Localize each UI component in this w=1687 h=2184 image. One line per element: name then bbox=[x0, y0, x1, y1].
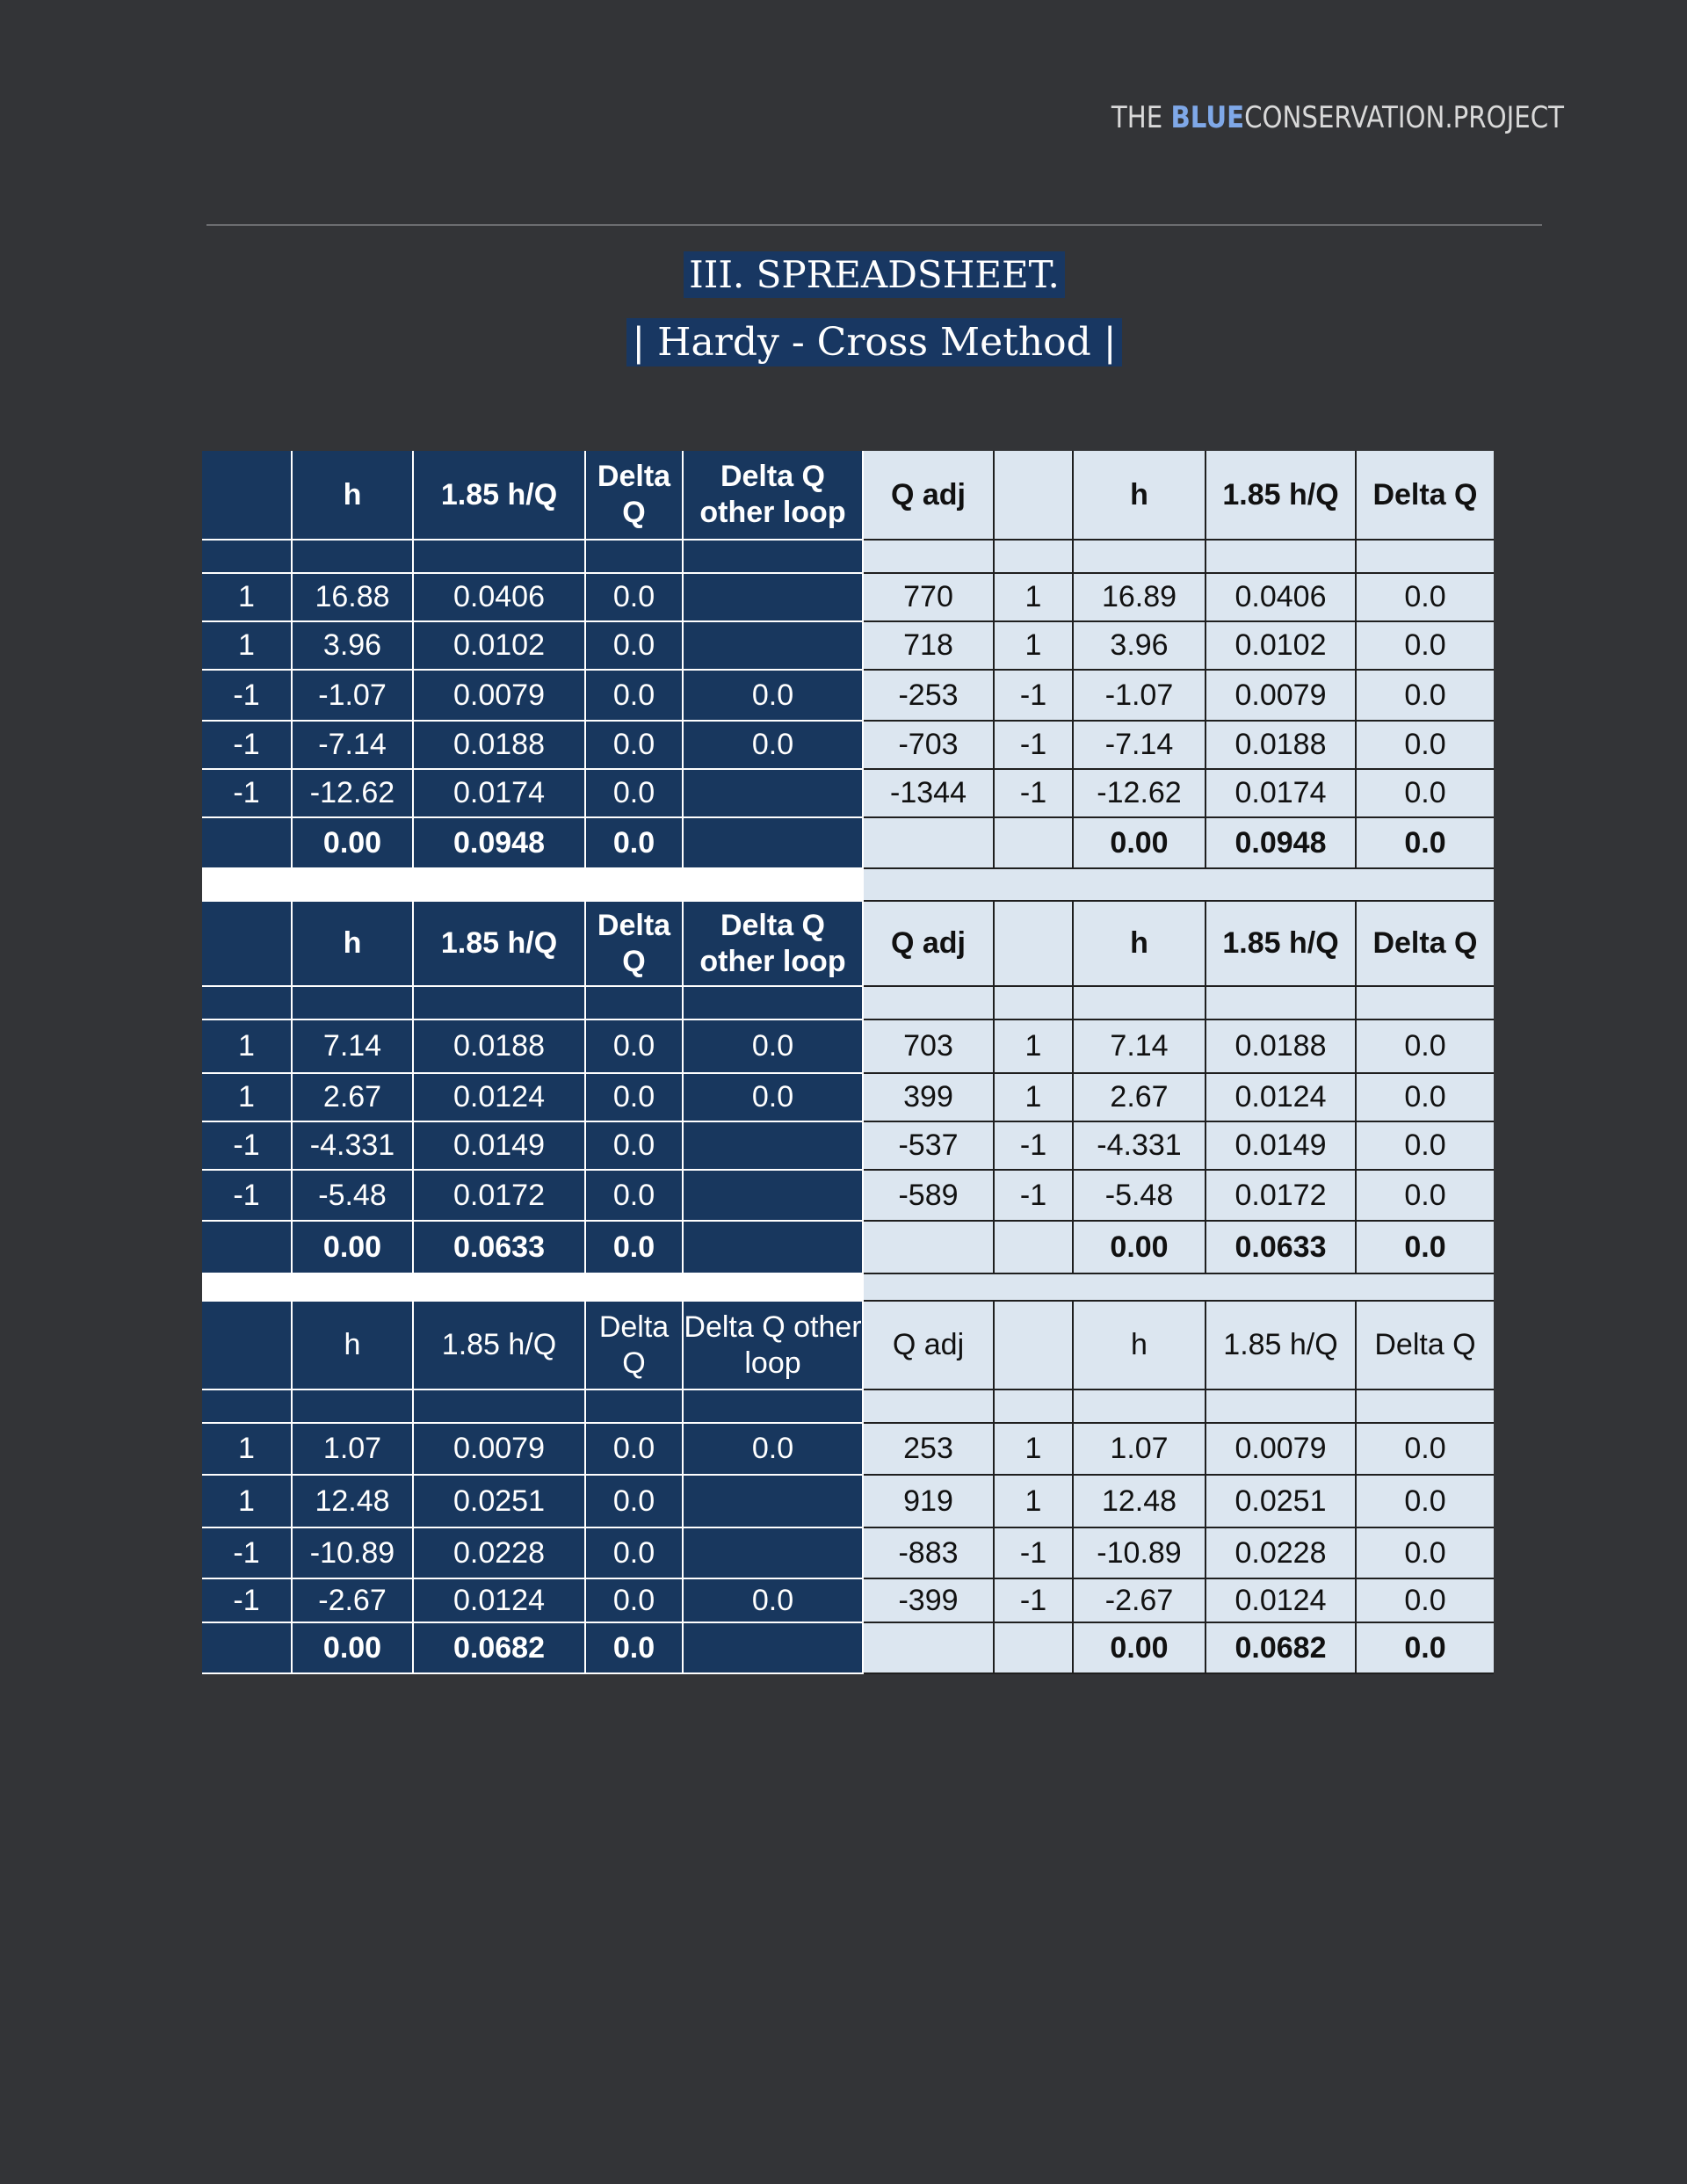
header-hq: 1.85 h/Q bbox=[414, 451, 586, 541]
total-sign bbox=[202, 1623, 293, 1674]
page-title: III. SPREADSHEET. bbox=[0, 253, 1687, 296]
cell-h: -1.07 bbox=[293, 671, 414, 722]
cell-h: -5.48 bbox=[293, 1171, 414, 1222]
header-hq2: 1.85 h/Q bbox=[1206, 1302, 1357, 1390]
header-dq2: Delta Q bbox=[1357, 902, 1494, 987]
total-sign2 bbox=[995, 818, 1074, 869]
spacer-cell bbox=[586, 987, 684, 1020]
total-h: 0.00 bbox=[293, 1623, 414, 1674]
cell-h: -12.62 bbox=[293, 770, 414, 818]
spacer-cell bbox=[293, 1390, 414, 1424]
cell-qadj: -399 bbox=[864, 1579, 995, 1623]
cell-h: 2.67 bbox=[293, 1074, 414, 1122]
cell-sign: -1 bbox=[202, 1171, 293, 1222]
header-qadj: Q adj bbox=[864, 902, 995, 987]
total-sign bbox=[202, 818, 293, 869]
total-dq2: 0.0 bbox=[1357, 1623, 1494, 1674]
cell-h: 16.88 bbox=[293, 574, 414, 622]
loop-separator bbox=[1357, 869, 1494, 902]
cell-dqo bbox=[684, 574, 864, 622]
total-sign bbox=[202, 1222, 293, 1274]
cell-hq2: 0.0251 bbox=[1206, 1476, 1357, 1528]
cell-dq2: 0.0 bbox=[1357, 1579, 1494, 1623]
cell-qadj: 703 bbox=[864, 1020, 995, 1074]
spacer-cell bbox=[202, 1390, 293, 1424]
header-dq: Delta Q bbox=[586, 902, 684, 987]
spacer-cell bbox=[414, 1390, 586, 1424]
cell-hq2: 0.0124 bbox=[1206, 1579, 1357, 1623]
cell-dqo bbox=[684, 1171, 864, 1222]
page-subtitle: | Hardy - Cross Method | bbox=[0, 320, 1687, 365]
cell-dq: 0.0 bbox=[586, 574, 684, 622]
header-dqo: Delta Q other loop bbox=[684, 451, 864, 541]
cell-hq2: 0.0174 bbox=[1206, 770, 1357, 818]
cell-sign2: -1 bbox=[995, 1122, 1074, 1171]
spacer-cell bbox=[1357, 987, 1494, 1020]
loop-separator bbox=[1074, 1274, 1206, 1302]
header-divider bbox=[206, 224, 1542, 226]
spacer-cell bbox=[1074, 1390, 1206, 1424]
loop-separator bbox=[293, 869, 414, 902]
header-h2: h bbox=[1074, 1302, 1206, 1390]
header-dq2: Delta Q bbox=[1357, 1302, 1494, 1390]
total-dq: 0.0 bbox=[586, 1222, 684, 1274]
header-hq2: 1.85 h/Q bbox=[1206, 902, 1357, 987]
cell-hq2: 0.0124 bbox=[1206, 1074, 1357, 1122]
spacer-cell bbox=[293, 987, 414, 1020]
cell-sign2: 1 bbox=[995, 1476, 1074, 1528]
header-dq2: Delta Q bbox=[1357, 451, 1494, 541]
cell-h2: -1.07 bbox=[1074, 671, 1206, 722]
loop-separator bbox=[414, 869, 586, 902]
cell-dqo bbox=[684, 770, 864, 818]
total-dq2: 0.0 bbox=[1357, 1222, 1494, 1274]
cell-h2: -4.331 bbox=[1074, 1122, 1206, 1171]
cell-h: -7.14 bbox=[293, 722, 414, 770]
cell-dq: 0.0 bbox=[586, 1122, 684, 1171]
cell-sign2: 1 bbox=[995, 574, 1074, 622]
spacer-cell bbox=[202, 541, 293, 574]
header-h2: h bbox=[1074, 902, 1206, 987]
cell-h2: 2.67 bbox=[1074, 1074, 1206, 1122]
loop-separator bbox=[1357, 1274, 1494, 1302]
cell-dqo: 0.0 bbox=[684, 1020, 864, 1074]
cell-hq: 0.0149 bbox=[414, 1122, 586, 1171]
cell-dq: 0.0 bbox=[586, 1171, 684, 1222]
cell-hq2: 0.0149 bbox=[1206, 1122, 1357, 1171]
total-sign2 bbox=[995, 1623, 1074, 1674]
loop-separator bbox=[202, 869, 293, 902]
cell-h: 3.96 bbox=[293, 622, 414, 671]
total-sign2 bbox=[995, 1222, 1074, 1274]
cell-h: 12.48 bbox=[293, 1476, 414, 1528]
cell-dqo: 0.0 bbox=[684, 1424, 864, 1476]
cell-h2: 1.07 bbox=[1074, 1424, 1206, 1476]
total-hq2: 0.0682 bbox=[1206, 1623, 1357, 1674]
cell-h2: -2.67 bbox=[1074, 1579, 1206, 1623]
cell-qadj: -1344 bbox=[864, 770, 995, 818]
header-h: h bbox=[293, 1302, 414, 1390]
total-dq: 0.0 bbox=[586, 1623, 684, 1674]
cell-h2: 12.48 bbox=[1074, 1476, 1206, 1528]
cell-hq2: 0.0079 bbox=[1206, 671, 1357, 722]
cell-hq2: 0.0079 bbox=[1206, 1424, 1357, 1476]
spacer-cell bbox=[684, 987, 864, 1020]
cell-h: -4.331 bbox=[293, 1122, 414, 1171]
total-h2: 0.00 bbox=[1074, 1623, 1206, 1674]
cell-sign2: -1 bbox=[995, 1171, 1074, 1222]
cell-hq: 0.0188 bbox=[414, 1020, 586, 1074]
cell-dq2: 0.0 bbox=[1357, 574, 1494, 622]
cell-sign: -1 bbox=[202, 770, 293, 818]
spacer-cell bbox=[1074, 541, 1206, 574]
cell-dq: 0.0 bbox=[586, 671, 684, 722]
header-sign bbox=[202, 1302, 293, 1390]
cell-hq2: 0.0228 bbox=[1206, 1528, 1357, 1579]
cell-dqo: 0.0 bbox=[684, 1579, 864, 1623]
total-h2: 0.00 bbox=[1074, 1222, 1206, 1274]
spacer-cell bbox=[202, 987, 293, 1020]
cell-hq: 0.0228 bbox=[414, 1528, 586, 1579]
cell-h: 7.14 bbox=[293, 1020, 414, 1074]
spacer-cell bbox=[864, 1390, 995, 1424]
cell-hq: 0.0188 bbox=[414, 722, 586, 770]
header-dqo: Delta Q other loop bbox=[684, 902, 864, 987]
loop-separator bbox=[414, 1274, 586, 1302]
cell-qadj: -589 bbox=[864, 1171, 995, 1222]
header-sign2 bbox=[995, 902, 1074, 987]
cell-dq2: 0.0 bbox=[1357, 1122, 1494, 1171]
spacer-cell bbox=[414, 541, 586, 574]
cell-sign: 1 bbox=[202, 574, 293, 622]
cell-sign: -1 bbox=[202, 722, 293, 770]
header-qadj: Q adj bbox=[864, 451, 995, 541]
spacer-cell bbox=[1357, 1390, 1494, 1424]
cell-sign: 1 bbox=[202, 1424, 293, 1476]
cell-dq2: 0.0 bbox=[1357, 1424, 1494, 1476]
cell-sign2: -1 bbox=[995, 671, 1074, 722]
cell-dq2: 0.0 bbox=[1357, 671, 1494, 722]
cell-dqo: 0.0 bbox=[684, 1074, 864, 1122]
loop-separator bbox=[1074, 869, 1206, 902]
cell-dq2: 0.0 bbox=[1357, 1171, 1494, 1222]
spacer-cell bbox=[1074, 987, 1206, 1020]
cell-hq2: 0.0172 bbox=[1206, 1171, 1357, 1222]
header-sign bbox=[202, 451, 293, 541]
loop-separator bbox=[1206, 869, 1357, 902]
header-sign2 bbox=[995, 451, 1074, 541]
cell-dq2: 0.0 bbox=[1357, 1476, 1494, 1528]
cell-hq: 0.0124 bbox=[414, 1579, 586, 1623]
header-dq: Delta Q bbox=[586, 1302, 684, 1390]
cell-dq: 0.0 bbox=[586, 622, 684, 671]
cell-dq: 0.0 bbox=[586, 1528, 684, 1579]
loop-separator bbox=[684, 869, 864, 902]
total-hq: 0.0633 bbox=[414, 1222, 586, 1274]
cell-qadj: -883 bbox=[864, 1528, 995, 1579]
cell-h: -2.67 bbox=[293, 1579, 414, 1623]
cell-hq2: 0.0188 bbox=[1206, 722, 1357, 770]
cell-hq: 0.0174 bbox=[414, 770, 586, 818]
loop-separator bbox=[995, 869, 1074, 902]
cell-dqo bbox=[684, 622, 864, 671]
cell-h: 1.07 bbox=[293, 1424, 414, 1476]
header-h2: h bbox=[1074, 451, 1206, 541]
cell-hq2: 0.0188 bbox=[1206, 1020, 1357, 1074]
cell-dq2: 0.0 bbox=[1357, 1020, 1494, 1074]
spacer-cell bbox=[1206, 541, 1357, 574]
cell-dq2: 0.0 bbox=[1357, 1074, 1494, 1122]
loop-separator bbox=[586, 1274, 684, 1302]
cell-h2: -10.89 bbox=[1074, 1528, 1206, 1579]
cell-hq: 0.0124 bbox=[414, 1074, 586, 1122]
spacer-cell bbox=[1357, 541, 1494, 574]
cell-h2: 3.96 bbox=[1074, 622, 1206, 671]
cell-hq: 0.0079 bbox=[414, 1424, 586, 1476]
cell-sign: -1 bbox=[202, 1579, 293, 1623]
hardy-cross-spreadsheet bbox=[202, 451, 1494, 1674]
brand-logo: THE BLUECONSERVATION.PROJECT bbox=[1111, 100, 1564, 135]
total-dqo bbox=[684, 1623, 864, 1674]
header-sign bbox=[202, 902, 293, 987]
total-qadj bbox=[864, 1623, 995, 1674]
cell-sign2: 1 bbox=[995, 1424, 1074, 1476]
cell-sign2: 1 bbox=[995, 1020, 1074, 1074]
cell-sign: -1 bbox=[202, 1122, 293, 1171]
cell-sign2: 1 bbox=[995, 622, 1074, 671]
cell-dqo: 0.0 bbox=[684, 671, 864, 722]
header-h: h bbox=[293, 902, 414, 987]
spacer-cell bbox=[995, 1390, 1074, 1424]
cell-hq: 0.0172 bbox=[414, 1171, 586, 1222]
cell-hq: 0.0406 bbox=[414, 574, 586, 622]
total-qadj bbox=[864, 1222, 995, 1274]
loop-separator bbox=[202, 1274, 293, 1302]
cell-sign2: -1 bbox=[995, 722, 1074, 770]
cell-dq2: 0.0 bbox=[1357, 722, 1494, 770]
loop-separator bbox=[293, 1274, 414, 1302]
spacer-cell bbox=[684, 1390, 864, 1424]
header-sign2 bbox=[995, 1302, 1074, 1390]
cell-sign: -1 bbox=[202, 671, 293, 722]
spacer-cell bbox=[1206, 987, 1357, 1020]
cell-dq: 0.0 bbox=[586, 1424, 684, 1476]
cell-qadj: -537 bbox=[864, 1122, 995, 1171]
cell-h2: -12.62 bbox=[1074, 770, 1206, 818]
loop-separator bbox=[995, 1274, 1074, 1302]
cell-dqo bbox=[684, 1476, 864, 1528]
header-qadj: Q adj bbox=[864, 1302, 995, 1390]
cell-dq: 0.0 bbox=[586, 1020, 684, 1074]
cell-hq: 0.0251 bbox=[414, 1476, 586, 1528]
cell-dq2: 0.0 bbox=[1357, 1528, 1494, 1579]
header-hq2: 1.85 h/Q bbox=[1206, 451, 1357, 541]
cell-dq: 0.0 bbox=[586, 1074, 684, 1122]
spacer-cell bbox=[586, 541, 684, 574]
cell-sign: 1 bbox=[202, 1074, 293, 1122]
cell-h2: -5.48 bbox=[1074, 1171, 1206, 1222]
cell-qadj: 399 bbox=[864, 1074, 995, 1122]
spacer-cell bbox=[995, 541, 1074, 574]
cell-qadj: 253 bbox=[864, 1424, 995, 1476]
header-h: h bbox=[293, 451, 414, 541]
loop-separator bbox=[864, 869, 995, 902]
cell-hq: 0.0102 bbox=[414, 622, 586, 671]
cell-dq2: 0.0 bbox=[1357, 770, 1494, 818]
total-hq2: 0.0633 bbox=[1206, 1222, 1357, 1274]
cell-dq: 0.0 bbox=[586, 722, 684, 770]
total-dq: 0.0 bbox=[586, 818, 684, 869]
cell-dq: 0.0 bbox=[586, 770, 684, 818]
cell-dqo: 0.0 bbox=[684, 722, 864, 770]
total-h2: 0.00 bbox=[1074, 818, 1206, 869]
total-hq2: 0.0948 bbox=[1206, 818, 1357, 869]
total-dqo bbox=[684, 818, 864, 869]
cell-dqo bbox=[684, 1122, 864, 1171]
spacer-cell bbox=[864, 987, 995, 1020]
spacer-cell bbox=[864, 541, 995, 574]
loop-separator bbox=[684, 1274, 864, 1302]
cell-sign: 1 bbox=[202, 622, 293, 671]
cell-qadj: -253 bbox=[864, 671, 995, 722]
spacer-cell bbox=[1206, 1390, 1357, 1424]
total-dq2: 0.0 bbox=[1357, 818, 1494, 869]
cell-dqo bbox=[684, 1528, 864, 1579]
cell-h: -10.89 bbox=[293, 1528, 414, 1579]
loop-separator bbox=[1206, 1274, 1357, 1302]
cell-qadj: -703 bbox=[864, 722, 995, 770]
total-hq: 0.0682 bbox=[414, 1623, 586, 1674]
header-hq: 1.85 h/Q bbox=[414, 1302, 586, 1390]
total-h: 0.00 bbox=[293, 818, 414, 869]
cell-sign: 1 bbox=[202, 1476, 293, 1528]
header-dq: Delta Q bbox=[586, 451, 684, 541]
total-qadj bbox=[864, 818, 995, 869]
spacer-cell bbox=[586, 1390, 684, 1424]
cell-dq2: 0.0 bbox=[1357, 622, 1494, 671]
spacer-cell bbox=[293, 541, 414, 574]
cell-sign: -1 bbox=[202, 1528, 293, 1579]
cell-sign2: -1 bbox=[995, 1579, 1074, 1623]
cell-dq: 0.0 bbox=[586, 1579, 684, 1623]
cell-h2: 16.89 bbox=[1074, 574, 1206, 622]
cell-dq: 0.0 bbox=[586, 1476, 684, 1528]
spacer-cell bbox=[684, 541, 864, 574]
total-hq: 0.0948 bbox=[414, 818, 586, 869]
loop-separator bbox=[864, 1274, 995, 1302]
cell-h2: -7.14 bbox=[1074, 722, 1206, 770]
total-dqo bbox=[684, 1222, 864, 1274]
cell-sign: 1 bbox=[202, 1020, 293, 1074]
cell-qadj: 770 bbox=[864, 574, 995, 622]
cell-hq2: 0.0102 bbox=[1206, 622, 1357, 671]
cell-hq2: 0.0406 bbox=[1206, 574, 1357, 622]
header-hq: 1.85 h/Q bbox=[414, 902, 586, 987]
total-h: 0.00 bbox=[293, 1222, 414, 1274]
cell-hq: 0.0079 bbox=[414, 671, 586, 722]
cell-sign2: -1 bbox=[995, 770, 1074, 818]
cell-qadj: 718 bbox=[864, 622, 995, 671]
cell-sign2: 1 bbox=[995, 1074, 1074, 1122]
loop-separator bbox=[586, 869, 684, 902]
spacer-cell bbox=[995, 987, 1074, 1020]
header-dqo: Delta Q other loop bbox=[684, 1302, 864, 1390]
cell-sign2: -1 bbox=[995, 1528, 1074, 1579]
cell-qadj: 919 bbox=[864, 1476, 995, 1528]
spacer-cell bbox=[414, 987, 586, 1020]
cell-h2: 7.14 bbox=[1074, 1020, 1206, 1074]
